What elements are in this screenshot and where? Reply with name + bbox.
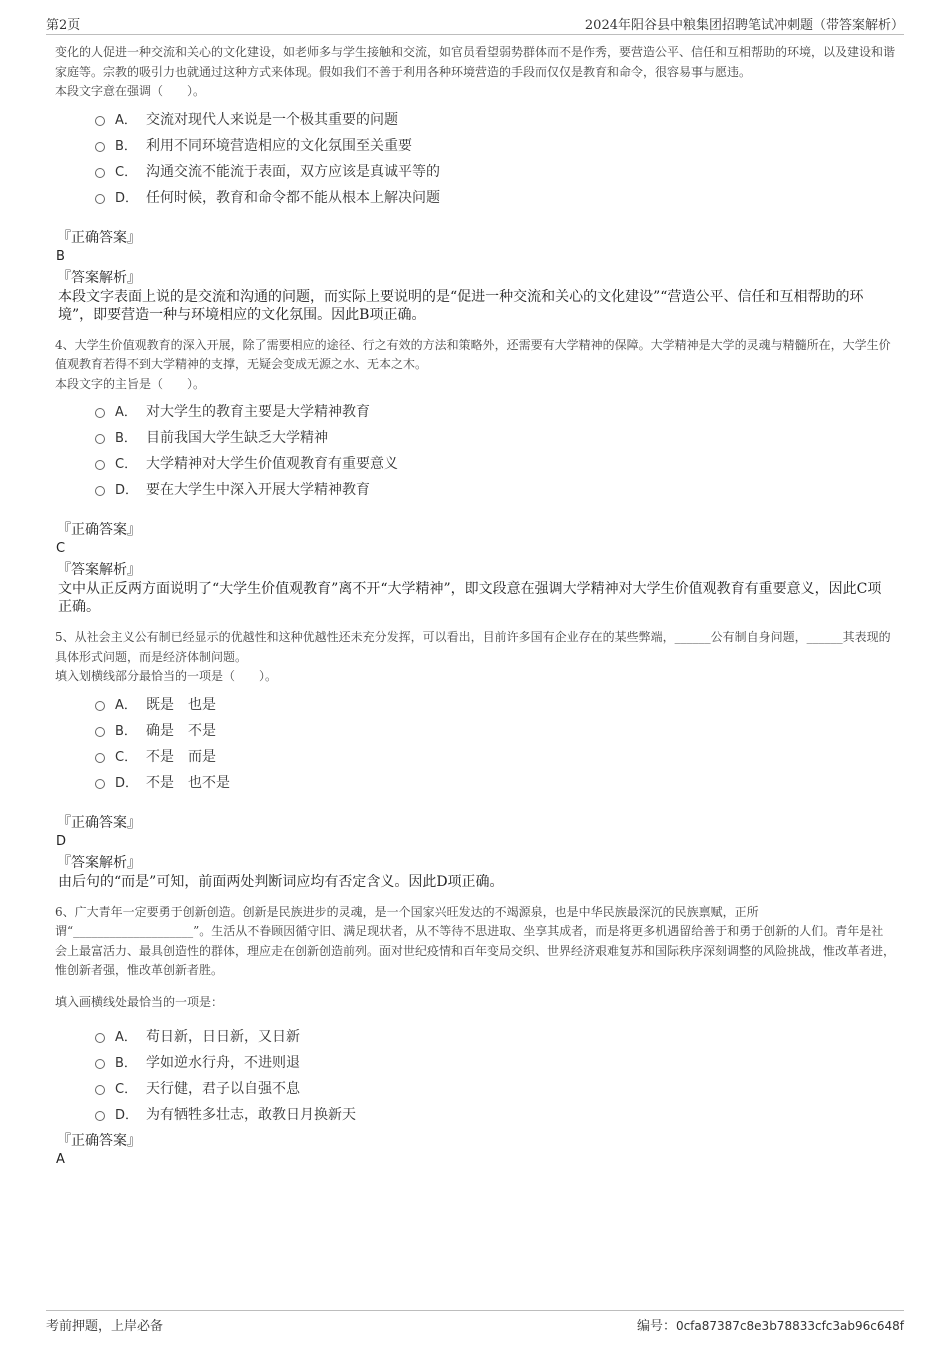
option-letter: A． — [115, 697, 137, 713]
answer-heading: 『正确答案』 — [57, 1133, 141, 1149]
question-passage: 6、广大青年一定要勇于创新创造。创新是民族进步的灵魂，是一个国家兴旺发达的不竭源泉，也是中华民族最深沉的民族禀赋，正所谓“____________________”。生活从不眷顾因循守旧、满足现状者，从不等待不思进取、坐享其成者，而是将更多机遇留给善于和勇于创新的人们。青年是社会上最富活力、最具创造性的群体，理应走在创新创造前列。面对世纪疫情和百年变局交织、世界经济艰难复苏和国际秩序深刻调整的风险挑战，惟改革者进，惟创新者强，惟改革创新者胜。 — [55, 904, 896, 977]
radio-button[interactable] — [95, 434, 105, 444]
option-text: 要在大学生中深入开展大学精神教育 — [146, 482, 370, 498]
answer-value: B — [56, 248, 65, 264]
answer-block — [55, 229, 895, 324]
option-text: 沟通交流不能流于表面，双方应该是真诚平等的 — [146, 163, 440, 180]
answer-block — [55, 1132, 895, 1169]
explanation-text: 文中从正反两方面说明了“大学生价值观教育”离不开“大学精神”，即文段意在强调大学精神对大学生价值观教育有重要意义，因此C项正确。 — [58, 581, 882, 615]
question-prompt: 填入划横线部分最恰当的一项是（ ）。 — [55, 669, 278, 683]
option-c[interactable] — [95, 159, 895, 185]
option-text: 学如逆水行舟，不进则退 — [146, 1055, 300, 1071]
option-text: 不是 也不是 — [146, 774, 230, 791]
answer-value: C — [56, 541, 66, 556]
code-label: 编号： — [636, 1319, 676, 1334]
question-prompt: 本段文字意在强调（ ）。 — [55, 84, 206, 98]
option-c[interactable] — [95, 744, 895, 770]
question-4 — [55, 336, 895, 617]
option-a[interactable] — [95, 107, 895, 133]
page-content — [55, 43, 895, 1172]
radio-button[interactable] — [95, 486, 105, 496]
option-b[interactable] — [95, 133, 895, 159]
answer-heading: 『正确答案』 — [57, 522, 141, 538]
option-letter: D． — [115, 1108, 139, 1123]
option-b[interactable] — [95, 425, 895, 451]
question-passage: 4、大学生价值观教育的深入开展，除了需要相应的途径、行之有效的方法和策略外，还需要有大学精神的保障。大学精神是大学的灵魂与精髓所在，大学生价值观教育若得不到大学精神的支撑，无疑会变成无源之水、无本之木。 — [55, 337, 891, 371]
page-footer — [46, 1310, 904, 1336]
option-d[interactable] — [95, 477, 895, 503]
code-value: 0cfa87387c8e3b78833cfc3ab96c648f — [675, 1319, 904, 1333]
question-3 — [55, 43, 895, 324]
option-letter: B． — [115, 431, 137, 446]
option-text: 既是 也是 — [146, 696, 216, 713]
answer-heading: 『正确答案』 — [57, 229, 141, 246]
explanation-heading: 『答案解析』 — [57, 854, 141, 871]
question-6 — [55, 903, 895, 1170]
answer-block — [55, 814, 895, 891]
question-prompt: 填入画横线处最恰当的一项是： — [55, 994, 224, 1009]
radio-button[interactable] — [95, 116, 105, 126]
option-letter: D． — [115, 483, 139, 498]
radio-button[interactable] — [95, 779, 105, 789]
option-text: 任何时候，教育和命令都不能从根本上解决问题 — [146, 189, 440, 206]
options-list — [95, 692, 895, 796]
answer-heading: 『正确答案』 — [57, 814, 141, 831]
answer-value: D — [56, 833, 67, 849]
option-letter: D． — [115, 775, 139, 791]
option-letter: C． — [115, 164, 138, 180]
radio-button[interactable] — [95, 460, 105, 470]
option-text: 苟日新，日日新，又日新 — [146, 1029, 300, 1045]
option-letter: A． — [115, 405, 137, 420]
footer-slogan: 考前押题，上岸必备 — [46, 1319, 164, 1334]
explanation-heading: 『答案解析』 — [57, 562, 141, 578]
option-letter: C． — [115, 749, 138, 765]
question-prompt: 本段文字的主旨是（ ）。 — [55, 376, 206, 391]
question-5 — [55, 628, 895, 891]
option-letter: A． — [115, 1030, 137, 1045]
option-d[interactable] — [95, 185, 895, 211]
explanation-text: 本段文字表面上说的是交流和沟通的问题，而实际上要说明的是“促进一种交流和关心的文化建设”“营造公平、信任和互相帮助的环境”，即要营造一种与环境相应的文化氛围。因此B项正确。 — [58, 288, 864, 323]
option-letter: B． — [115, 723, 137, 739]
radio-button[interactable] — [95, 753, 105, 763]
option-c[interactable] — [95, 451, 895, 477]
option-a[interactable] — [95, 1024, 895, 1050]
radio-button[interactable] — [95, 701, 105, 711]
radio-button[interactable] — [95, 168, 105, 178]
explanation-text: 由后句的“而是”可知，前面两处判断词应均有否定含义。因此D项正确。 — [58, 873, 504, 890]
question-passage: 变化的人促进一种交流和关心的文化建设，如老师多与学生接触和交流，如官员看望弱势群体而不是作秀，要营造公平、信任和互相帮助的环境，以及建设和谐家庭等。宗教的吸引力也就通过这种方式来体现。假如我们不善于利用各种环境营造的手段而仅仅是教育和命令，很容易事与愿违。 — [55, 45, 896, 79]
radio-button[interactable] — [95, 1111, 105, 1121]
option-text: 确是 不是 — [146, 722, 216, 739]
explanation-heading: 『答案解析』 — [57, 269, 141, 286]
option-text: 交流对现代人来说是一个极其重要的问题 — [146, 111, 398, 128]
answer-value: A — [56, 1152, 65, 1167]
options-list — [95, 1024, 895, 1128]
option-a[interactable] — [95, 692, 895, 718]
radio-button[interactable] — [95, 408, 105, 418]
option-d[interactable] — [95, 1102, 895, 1128]
options-list — [95, 399, 895, 503]
answer-block — [55, 521, 895, 616]
option-b[interactable] — [95, 718, 895, 744]
option-letter: B． — [115, 1056, 137, 1071]
option-text: 对大学生的教育主要是大学精神教育 — [146, 404, 370, 420]
radio-button[interactable] — [95, 1085, 105, 1095]
option-letter: C． — [115, 1082, 138, 1097]
radio-button[interactable] — [95, 194, 105, 204]
radio-button[interactable] — [95, 142, 105, 152]
option-text: 为有牺牲多壮志，敢教日月换新天 — [146, 1107, 356, 1123]
options-list — [95, 107, 895, 211]
option-letter: D． — [115, 190, 139, 206]
radio-button[interactable] — [95, 1033, 105, 1043]
option-a[interactable] — [95, 399, 895, 425]
option-c[interactable] — [95, 1076, 895, 1102]
question-passage: 5、从社会主义公有制已经显示的优越性和这种优越性还未充分发挥，可以看出，目前许多国有企业存在的某些弊端，______公有制自身问题，______其表现的具体形式问题，而是经济体制问题。 — [55, 630, 891, 664]
option-b[interactable] — [95, 1050, 895, 1076]
option-text: 利用不同环境营造相应的文化氛围至关重要 — [146, 137, 412, 154]
radio-button[interactable] — [95, 727, 105, 737]
option-letter: C． — [115, 457, 138, 472]
option-d[interactable] — [95, 770, 895, 796]
option-text: 大学精神对大学生价值观教育有重要意义 — [146, 456, 398, 472]
option-letter: A． — [115, 112, 137, 128]
option-text: 天行健，君子以自强不息 — [146, 1081, 300, 1097]
page-number: 第2页 — [46, 18, 81, 33]
option-letter: B． — [115, 138, 137, 154]
document-code — [637, 1315, 904, 1334]
radio-button[interactable] — [95, 1059, 105, 1069]
document-title: 2024年阳谷县中粮集团招聘笔试冲刺题（带答案解析） — [584, 18, 904, 33]
option-text: 目前我国大学生缺乏大学精神 — [146, 430, 328, 446]
page-header — [46, 14, 904, 35]
option-text: 不是 而是 — [146, 748, 216, 765]
